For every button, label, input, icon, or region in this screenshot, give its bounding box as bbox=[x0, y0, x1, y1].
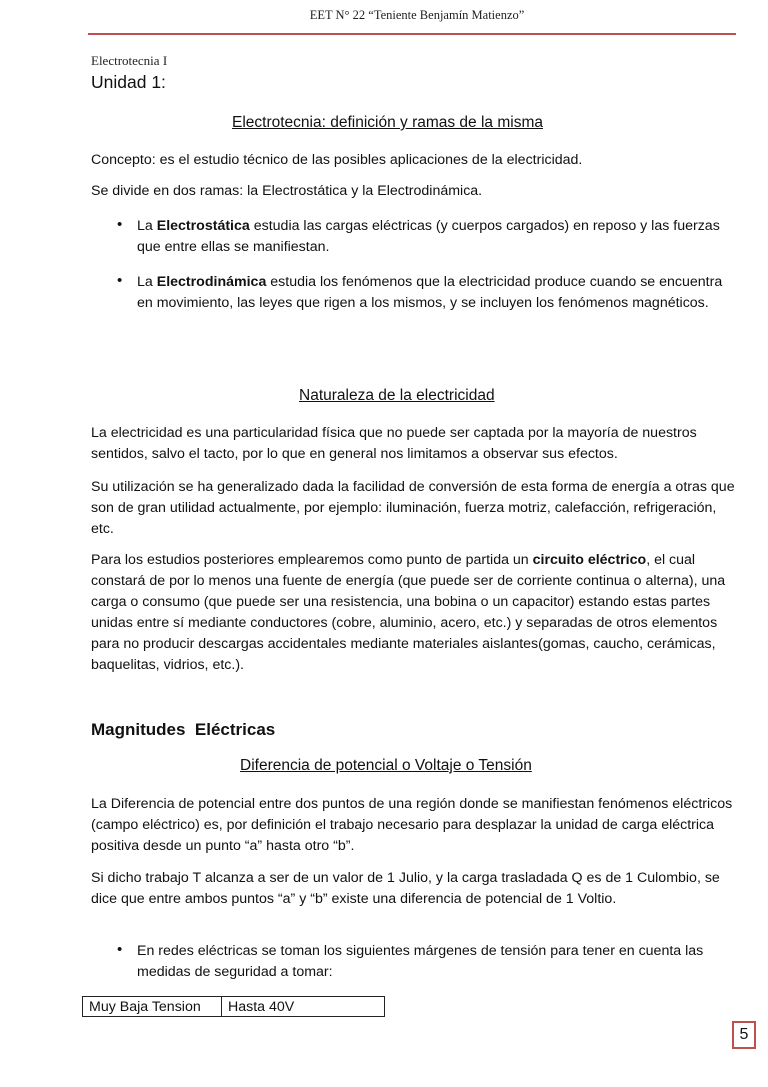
naturaleza-paragraph-1: La electricidad es una particularidad física que no puede ser captada por la mayoría de nuestros sentidos, salvo el tacto, por lo que en general nos limitamos a observar sus efectos. bbox=[91, 425, 697, 462]
header-divider bbox=[88, 33, 736, 35]
section-heading-naturaleza: Naturaleza de la electricidad bbox=[299, 387, 495, 404]
bullet-electrostatica bbox=[137, 216, 737, 258]
table-row bbox=[83, 997, 385, 1017]
p3-after: , el cual constará de por lo menos una fuente de energía (que puede ser de corriente continua o alterna), una carga o consumo (que puede ser una resistencia, una bobina o un capacitor) estando estas partes unidas entre sí mediante conductores (cobre, aluminio, acero, etc.) y separadas de otros elementos para no producir descargas accidentales mediante materiales aislantes(gomas, caucho, cerámicas, baquelitas, vidrios, etc.). bbox=[91, 552, 726, 673]
table-cell-range: Hasta 40V bbox=[222, 997, 385, 1017]
bullet-bold-term: Electrostática bbox=[156, 218, 250, 234]
bullet-redes-electricas: En redes eléctricas se toman los siguientes márgenes de tensión para tener en cuenta las medidas de seguridad a tomar: bbox=[137, 943, 704, 980]
naturaleza-paragraph-3 bbox=[91, 550, 741, 676]
bullet-bold-term: Electrodinámica bbox=[156, 274, 267, 290]
divides-paragraph: Se divide en dos ramas: la Electrostática y la Electrodinámica. bbox=[91, 183, 483, 199]
voltaje-paragraph-2: Si dicho trabajo T alcanza a ser de un valor de 1 Julio, y la carga trasladada Q es de 1 Culombio, se dice que entre ambos puntos “a” y “b” existe una diferencia de potencial de 1 Voltio. bbox=[91, 870, 720, 907]
header-title: EET N° 22 “Teniente Benjamín Matienzo” bbox=[309, 8, 525, 22]
concept-paragraph: Concepto: es el estudio técnico de las posibles aplicaciones de la electricidad. bbox=[91, 152, 583, 168]
bullet-electrodinamica bbox=[137, 272, 737, 314]
bullet-marker: • bbox=[117, 272, 123, 289]
bullet-prefix: La bbox=[137, 274, 157, 290]
tension-table bbox=[82, 996, 385, 1017]
p3-before: Para los estudios posteriores emplearemos como punto de partida un bbox=[91, 552, 533, 568]
bullet-marker: • bbox=[117, 941, 123, 958]
voltaje-paragraph-1: La Diferencia de potencial entre dos puntos de una región donde se manifiestan fenómenos eléctricos (campo eléctrico) es, por definición el trabajo necesario para desplazar la unidad de carga eléctrica positiva desde un punto “a” hasta otro “b”. bbox=[91, 796, 733, 854]
circuito-electrico-term: circuito eléctrico bbox=[532, 552, 647, 568]
section-title-magnitudes: Magnitudes Eléctricas bbox=[91, 720, 276, 739]
bullet-marker: • bbox=[117, 216, 123, 233]
course-name: Electrotecnia I bbox=[91, 53, 168, 68]
unit-title: Unidad 1: bbox=[91, 72, 166, 92]
bullet-rest: estudia las cargas eléctricas (y cuerpos cargados) en reposo y las fuerzas que entre ellas se manifiestan. bbox=[137, 218, 720, 255]
section-heading-voltaje: Diferencia de potencial o Voltaje o Tensión bbox=[240, 757, 532, 774]
section-heading-electrotecnia: Electrotecnia: definición y ramas de la misma bbox=[232, 114, 543, 131]
table-cell-level: Muy Baja Tension bbox=[83, 997, 222, 1017]
bullet-prefix: La bbox=[137, 218, 157, 234]
bullet-rest: estudia los fenómenos que la electricidad produce cuando se encuentra en movimiento, las leyes que rigen a los mismos, y se incluyen los fenómenos magnéticos. bbox=[137, 274, 723, 311]
page-number: 5 bbox=[732, 1021, 756, 1049]
naturaleza-paragraph-2: Su utilización se ha generalizado dada la facilidad de conversión de esta forma de energía a otras que son de gran utilidad actualmente, por ejemplo: iluminación, fuerza motriz, calefacción, refrigeración, etc. bbox=[91, 479, 735, 537]
